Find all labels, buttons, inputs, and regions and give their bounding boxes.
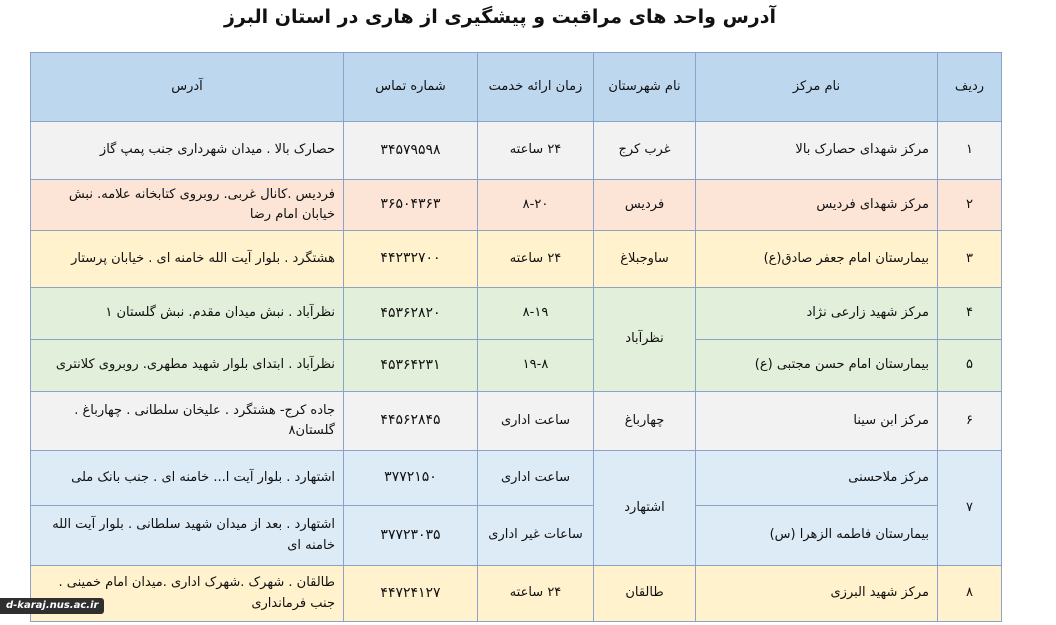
address: نظرآباد . نبش میدان مقدم. نبش گلستان ۱	[31, 288, 344, 340]
row-number: ۲	[938, 180, 1002, 231]
center-name: مرکز شهدای حصارک بالا	[696, 122, 938, 180]
center-name: بیمارستان امام جعفر صادق(ع)	[696, 231, 938, 288]
city-name: ساوجبلاغ	[594, 231, 696, 288]
city-name: طالقان	[594, 566, 696, 622]
table-row	[31, 180, 1002, 231]
header-center-name: نام مرکز	[696, 53, 938, 122]
center-name: مرکز شهدای فردیس	[696, 180, 938, 231]
table-row	[31, 231, 1002, 288]
phone-number: ۴۴۵۶۲۸۴۵	[344, 392, 478, 451]
rabies-centers-table	[30, 52, 1002, 622]
header-service-hours: زمان ارائه خدمت	[478, 53, 594, 122]
header-city: نام شهرستان	[594, 53, 696, 122]
header-phone: شماره تماس	[344, 53, 478, 122]
service-hours: ساعت اداری	[478, 451, 594, 506]
phone-number: ۳۶۵۰۴۳۶۳	[344, 180, 478, 231]
city-name: نظرآباد	[594, 288, 696, 392]
header-address: آدرس	[31, 53, 344, 122]
city-name: چهارباغ	[594, 392, 696, 451]
service-hours: ۲۴ ساعته	[478, 566, 594, 622]
center-name: مرکز ملاحسنی	[696, 451, 938, 506]
table-header-row	[31, 53, 1002, 122]
service-hours: ۲۴ ساعته	[478, 231, 594, 288]
table-row	[31, 340, 1002, 392]
row-number: ۷	[938, 451, 1002, 566]
table-row	[31, 451, 1002, 506]
row-number: ۸	[938, 566, 1002, 622]
table-row	[31, 506, 1002, 566]
center-name: بیمارستان امام حسن مجتبی (ع)	[696, 340, 938, 392]
row-number: ۴	[938, 288, 1002, 340]
page-title: آدرس واحد های مراقبت و پیشگیری از هاری در استان البرز	[223, 6, 777, 28]
phone-number: ۳۷۷۲۱۵۰	[344, 451, 478, 506]
phone-number: ۳۷۷۲۳۰۳۵	[344, 506, 478, 566]
row-number: ۱	[938, 122, 1002, 180]
address: طالقان . شهرک .شهرک اداری .میدان امام خمینی . جنب فرمانداری	[31, 566, 344, 622]
address: اشتهارد . بعد از میدان شهید سلطانی . بلوار آیت الله خامنه ای	[31, 506, 344, 566]
address: نظرآباد . ابتدای بلوار شهید مطهری. روبروی کلانتری	[31, 340, 344, 392]
service-hours: ۲۴ ساعته	[478, 122, 594, 180]
center-name: بیمارستان فاطمه الزهرا (س)	[696, 506, 938, 566]
address: هشتگرد . بلوار آیت الله خامنه ای . خیابان پرستار	[31, 231, 344, 288]
row-number: ۳	[938, 231, 1002, 288]
table-row	[31, 392, 1002, 451]
service-hours: ۸-۲۰	[478, 180, 594, 231]
center-name: مرکز شهید البرزی	[696, 566, 938, 622]
city-name: فردیس	[594, 180, 696, 231]
phone-number: ۴۵۳۶۲۸۲۰	[344, 288, 478, 340]
table-row	[31, 288, 1002, 340]
address: فردیس .کانال غربی. روبروی کتابخانه علامه. نبش خیابان امام رضا	[31, 180, 344, 231]
row-number: ۵	[938, 340, 1002, 392]
address: حصارک بالا . میدان شهرداری جنب پمپ گاز	[31, 122, 344, 180]
center-name: مرکز ابن سینا	[696, 392, 938, 451]
row-number: ۶	[938, 392, 1002, 451]
header-row-number: ردیف	[938, 53, 1002, 122]
service-hours: ۸-۱۹	[478, 288, 594, 340]
table-row	[31, 122, 1002, 180]
service-hours: ساعت اداری	[478, 392, 594, 451]
center-name: مرکز شهید زارعی نژاد	[696, 288, 938, 340]
phone-number: ۴۵۳۶۴۲۳۱	[344, 340, 478, 392]
city-name: غرب کرج	[594, 122, 696, 180]
service-hours: ساعات غیر اداری	[478, 506, 594, 566]
phone-number: ۳۴۵۷۹۵۹۸	[344, 122, 478, 180]
phone-number: ۴۴۷۲۴۱۲۷	[344, 566, 478, 622]
phone-number: ۴۴۲۳۲۷۰۰	[344, 231, 478, 288]
table-row	[31, 566, 1002, 622]
address: جاده کرج- هشتگرد . علیخان سلطانی . چهارباغ . گلستان۸	[31, 392, 344, 451]
service-hours: ۱۹-۸	[478, 340, 594, 392]
address: اشتهارد . بلوار آیت ا... خامنه ای . جنب بانک ملی	[31, 451, 344, 506]
city-name: اشتهارد	[594, 451, 696, 566]
site-watermark: d-karaj.nus.ac.ir	[0, 598, 104, 614]
